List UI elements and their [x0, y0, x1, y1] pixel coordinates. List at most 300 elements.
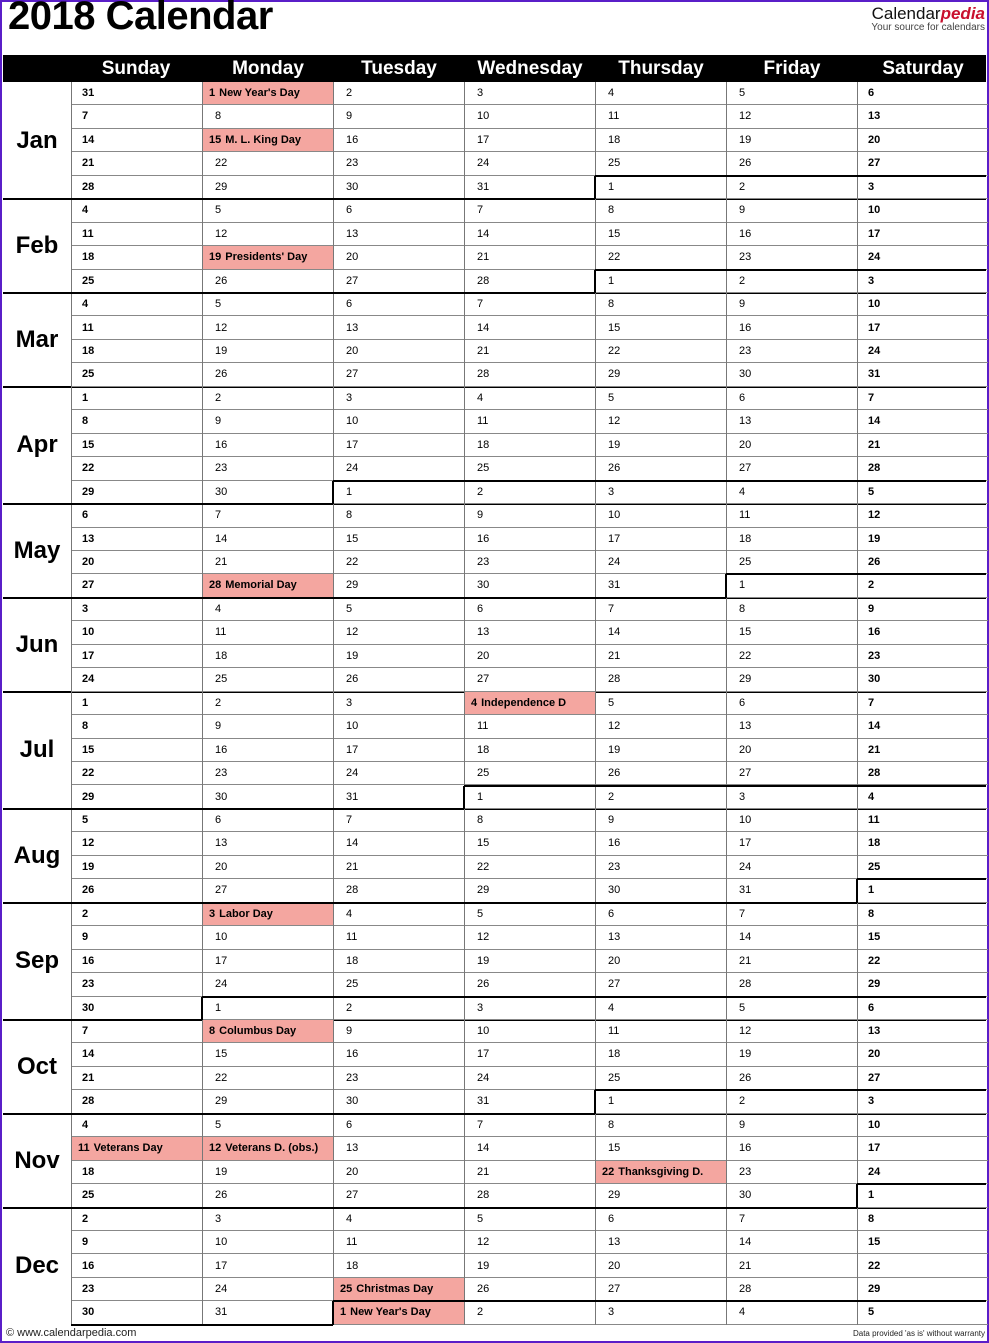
day-cell[interactable]	[465, 1137, 595, 1160]
day-cell[interactable]	[334, 950, 464, 973]
day-cell[interactable]	[334, 715, 464, 738]
day-cell[interactable]	[203, 903, 333, 926]
day-cell[interactable]	[727, 926, 857, 949]
day-cell[interactable]	[72, 762, 202, 785]
day-cell[interactable]	[727, 152, 857, 175]
day-cell[interactable]	[465, 1090, 595, 1113]
day-cell[interactable]	[72, 293, 202, 316]
day-cell[interactable]	[465, 551, 595, 574]
day-cell[interactable]	[858, 223, 988, 246]
day-cell[interactable]	[203, 270, 333, 293]
day-cell[interactable]	[596, 504, 726, 527]
day-cell[interactable]	[465, 1043, 595, 1066]
day-cell[interactable]	[465, 246, 595, 269]
day-cell[interactable]	[727, 832, 857, 855]
day-cell[interactable]	[334, 997, 464, 1020]
day-cell[interactable]	[858, 879, 988, 902]
day-cell[interactable]	[727, 950, 857, 973]
day-cell[interactable]	[203, 1278, 333, 1301]
day-cell[interactable]	[858, 1114, 988, 1137]
day-cell[interactable]	[465, 176, 595, 199]
day-cell[interactable]	[858, 809, 988, 832]
day-cell[interactable]	[858, 1067, 988, 1090]
day-cell[interactable]	[727, 1278, 857, 1301]
day-cell[interactable]	[596, 762, 726, 785]
day-cell[interactable]	[465, 434, 595, 457]
day-cell[interactable]	[858, 152, 988, 175]
day-cell[interactable]	[465, 950, 595, 973]
day-cell[interactable]	[334, 223, 464, 246]
day-cell[interactable]	[596, 410, 726, 433]
day-cell[interactable]	[727, 223, 857, 246]
day-cell[interactable]	[858, 621, 988, 644]
day-cell[interactable]	[727, 1114, 857, 1137]
day-cell[interactable]	[727, 1043, 857, 1066]
day-cell[interactable]	[596, 152, 726, 175]
day-cell[interactable]	[72, 621, 202, 644]
day-cell[interactable]	[465, 645, 595, 668]
day-cell[interactable]	[72, 786, 202, 809]
day-cell[interactable]	[465, 457, 595, 480]
day-cell[interactable]	[858, 1043, 988, 1066]
day-cell[interactable]	[203, 105, 333, 128]
day-cell[interactable]	[858, 903, 988, 926]
day-cell[interactable]	[72, 879, 202, 902]
day-cell[interactable]	[203, 832, 333, 855]
day-cell[interactable]	[727, 129, 857, 152]
day-cell[interactable]	[334, 504, 464, 527]
day-cell[interactable]	[465, 1231, 595, 1254]
day-cell[interactable]	[72, 1184, 202, 1207]
day-cell[interactable]	[858, 973, 988, 996]
day-cell[interactable]	[596, 809, 726, 832]
day-cell[interactable]	[858, 1184, 988, 1207]
day-cell[interactable]	[72, 715, 202, 738]
day-cell[interactable]	[858, 82, 988, 105]
day-cell[interactable]	[727, 1184, 857, 1207]
day-cell[interactable]	[465, 1255, 595, 1278]
day-cell[interactable]	[334, 176, 464, 199]
day-cell[interactable]	[72, 1301, 202, 1324]
day-cell[interactable]	[465, 1114, 595, 1137]
day-cell[interactable]	[334, 82, 464, 105]
day-cell[interactable]	[465, 715, 595, 738]
day-cell[interactable]	[858, 129, 988, 152]
day-cell[interactable]	[72, 668, 202, 691]
day-cell[interactable]	[858, 1301, 988, 1324]
day-cell[interactable]	[596, 950, 726, 973]
day-cell[interactable]	[72, 832, 202, 855]
day-cell[interactable]	[858, 317, 988, 340]
day-cell[interactable]	[727, 786, 857, 809]
day-cell[interactable]	[72, 1067, 202, 1090]
day-cell[interactable]	[596, 856, 726, 879]
day-cell[interactable]	[334, 457, 464, 480]
day-cell[interactable]	[596, 645, 726, 668]
day-cell[interactable]	[596, 903, 726, 926]
day-cell[interactable]	[72, 410, 202, 433]
day-cell[interactable]	[465, 481, 595, 504]
day-cell[interactable]	[858, 1137, 988, 1160]
day-cell[interactable]	[334, 598, 464, 621]
day-cell[interactable]	[465, 598, 595, 621]
day-cell[interactable]	[596, 387, 726, 410]
day-cell[interactable]	[858, 832, 988, 855]
day-cell[interactable]	[334, 645, 464, 668]
day-cell[interactable]	[203, 762, 333, 785]
day-cell[interactable]	[334, 1278, 464, 1301]
day-cell[interactable]	[203, 293, 333, 316]
day-cell[interactable]	[334, 363, 464, 386]
day-cell[interactable]	[72, 1137, 202, 1160]
day-cell[interactable]	[72, 434, 202, 457]
day-cell[interactable]	[858, 246, 988, 269]
day-cell[interactable]	[465, 809, 595, 832]
day-cell[interactable]	[334, 1067, 464, 1090]
day-cell[interactable]	[72, 1208, 202, 1231]
day-cell[interactable]	[596, 246, 726, 269]
day-cell[interactable]	[465, 574, 595, 597]
day-cell[interactable]	[596, 715, 726, 738]
day-cell[interactable]	[72, 997, 202, 1020]
day-cell[interactable]	[72, 903, 202, 926]
day-cell[interactable]	[727, 598, 857, 621]
day-cell[interactable]	[596, 82, 726, 105]
day-cell[interactable]	[72, 340, 202, 363]
day-cell[interactable]	[727, 879, 857, 902]
day-cell[interactable]	[465, 152, 595, 175]
day-cell[interactable]	[858, 598, 988, 621]
day-cell[interactable]	[596, 1184, 726, 1207]
day-cell[interactable]	[72, 1231, 202, 1254]
day-cell[interactable]	[203, 692, 333, 715]
day-cell[interactable]	[465, 973, 595, 996]
day-cell[interactable]	[727, 317, 857, 340]
day-cell[interactable]	[596, 270, 726, 293]
day-cell[interactable]	[203, 129, 333, 152]
day-cell[interactable]	[465, 410, 595, 433]
day-cell[interactable]	[72, 950, 202, 973]
day-cell[interactable]	[334, 739, 464, 762]
day-cell[interactable]	[203, 1137, 333, 1160]
day-cell[interactable]	[334, 105, 464, 128]
day-cell[interactable]	[72, 856, 202, 879]
day-cell[interactable]	[334, 1184, 464, 1207]
day-cell[interactable]	[727, 1301, 857, 1324]
day-cell[interactable]	[858, 950, 988, 973]
day-cell[interactable]	[465, 82, 595, 105]
day-cell[interactable]	[465, 1278, 595, 1301]
day-cell[interactable]	[858, 762, 988, 785]
day-cell[interactable]	[858, 574, 988, 597]
day-cell[interactable]	[334, 152, 464, 175]
day-cell[interactable]	[596, 317, 726, 340]
day-cell[interactable]	[334, 973, 464, 996]
day-cell[interactable]	[465, 903, 595, 926]
day-cell[interactable]	[596, 926, 726, 949]
day-cell[interactable]	[72, 504, 202, 527]
day-cell[interactable]	[858, 856, 988, 879]
day-cell[interactable]	[596, 621, 726, 644]
day-cell[interactable]	[465, 363, 595, 386]
day-cell[interactable]	[858, 434, 988, 457]
day-cell[interactable]	[334, 270, 464, 293]
day-cell[interactable]	[858, 786, 988, 809]
day-cell[interactable]	[203, 598, 333, 621]
day-cell[interactable]	[203, 363, 333, 386]
day-cell[interactable]	[858, 645, 988, 668]
day-cell[interactable]	[72, 1255, 202, 1278]
day-cell[interactable]	[596, 1208, 726, 1231]
day-cell[interactable]	[203, 739, 333, 762]
day-cell[interactable]	[465, 832, 595, 855]
day-cell[interactable]	[203, 246, 333, 269]
day-cell[interactable]	[727, 1255, 857, 1278]
day-cell[interactable]	[858, 340, 988, 363]
day-cell[interactable]	[596, 598, 726, 621]
day-cell[interactable]	[334, 551, 464, 574]
day-cell[interactable]	[334, 786, 464, 809]
day-cell[interactable]	[465, 762, 595, 785]
day-cell[interactable]	[203, 152, 333, 175]
day-cell[interactable]	[72, 739, 202, 762]
day-cell[interactable]	[858, 1278, 988, 1301]
day-cell[interactable]	[72, 387, 202, 410]
day-cell[interactable]	[727, 481, 857, 504]
day-cell[interactable]	[334, 621, 464, 644]
day-cell[interactable]	[203, 1255, 333, 1278]
day-cell[interactable]	[203, 1208, 333, 1231]
day-cell[interactable]	[596, 1114, 726, 1137]
day-cell[interactable]	[203, 621, 333, 644]
day-cell[interactable]	[465, 293, 595, 316]
day-cell[interactable]	[727, 528, 857, 551]
day-cell[interactable]	[203, 457, 333, 480]
day-cell[interactable]	[727, 997, 857, 1020]
day-cell[interactable]	[465, 1184, 595, 1207]
day-cell[interactable]	[72, 82, 202, 105]
day-cell[interactable]	[858, 293, 988, 316]
day-cell[interactable]	[858, 528, 988, 551]
day-cell[interactable]	[858, 387, 988, 410]
day-cell[interactable]	[203, 973, 333, 996]
day-cell[interactable]	[334, 1301, 464, 1324]
day-cell[interactable]	[596, 1020, 726, 1043]
day-cell[interactable]	[727, 1067, 857, 1090]
day-cell[interactable]	[727, 903, 857, 926]
day-cell[interactable]	[334, 434, 464, 457]
day-cell[interactable]	[596, 832, 726, 855]
day-cell[interactable]	[727, 1137, 857, 1160]
day-cell[interactable]	[203, 574, 333, 597]
day-cell[interactable]	[465, 668, 595, 691]
day-cell[interactable]	[334, 1161, 464, 1184]
day-cell[interactable]	[465, 504, 595, 527]
day-cell[interactable]	[858, 668, 988, 691]
day-cell[interactable]	[596, 340, 726, 363]
day-cell[interactable]	[203, 715, 333, 738]
day-cell[interactable]	[465, 856, 595, 879]
day-cell[interactable]	[334, 832, 464, 855]
day-cell[interactable]	[596, 1043, 726, 1066]
day-cell[interactable]	[203, 809, 333, 832]
day-cell[interactable]	[465, 1208, 595, 1231]
day-cell[interactable]	[596, 1278, 726, 1301]
day-cell[interactable]	[727, 973, 857, 996]
day-cell[interactable]	[596, 574, 726, 597]
day-cell[interactable]	[727, 363, 857, 386]
day-cell[interactable]	[334, 129, 464, 152]
day-cell[interactable]	[203, 1184, 333, 1207]
day-cell[interactable]	[858, 363, 988, 386]
day-cell[interactable]	[334, 926, 464, 949]
day-cell[interactable]	[858, 410, 988, 433]
day-cell[interactable]	[203, 1301, 333, 1324]
day-cell[interactable]	[334, 481, 464, 504]
day-cell[interactable]	[72, 457, 202, 480]
day-cell[interactable]	[727, 739, 857, 762]
day-cell[interactable]	[72, 199, 202, 222]
day-cell[interactable]	[334, 1231, 464, 1254]
day-cell[interactable]	[727, 1208, 857, 1231]
day-cell[interactable]	[334, 387, 464, 410]
day-cell[interactable]	[465, 199, 595, 222]
day-cell[interactable]	[203, 387, 333, 410]
day-cell[interactable]	[203, 82, 333, 105]
day-cell[interactable]	[727, 82, 857, 105]
day-cell[interactable]	[203, 340, 333, 363]
day-cell[interactable]	[203, 786, 333, 809]
day-cell[interactable]	[596, 1161, 726, 1184]
day-cell[interactable]	[465, 1161, 595, 1184]
brand-logo[interactable]	[871, 4, 985, 33]
day-cell[interactable]	[72, 598, 202, 621]
day-cell[interactable]	[72, 692, 202, 715]
day-cell[interactable]	[596, 551, 726, 574]
day-cell[interactable]	[596, 1067, 726, 1090]
day-cell[interactable]	[727, 387, 857, 410]
day-cell[interactable]	[465, 223, 595, 246]
day-cell[interactable]	[203, 199, 333, 222]
day-cell[interactable]	[203, 997, 333, 1020]
day-cell[interactable]	[72, 317, 202, 340]
day-cell[interactable]	[596, 293, 726, 316]
day-cell[interactable]	[465, 528, 595, 551]
day-cell[interactable]	[334, 574, 464, 597]
day-cell[interactable]	[72, 1114, 202, 1137]
day-cell[interactable]	[203, 1161, 333, 1184]
day-cell[interactable]	[858, 105, 988, 128]
day-cell[interactable]	[858, 199, 988, 222]
day-cell[interactable]	[596, 363, 726, 386]
day-cell[interactable]	[203, 528, 333, 551]
day-cell[interactable]	[727, 410, 857, 433]
day-cell[interactable]	[858, 1255, 988, 1278]
day-cell[interactable]	[596, 481, 726, 504]
day-cell[interactable]	[727, 199, 857, 222]
day-cell[interactable]	[727, 1090, 857, 1113]
day-cell[interactable]	[334, 668, 464, 691]
day-cell[interactable]	[72, 809, 202, 832]
day-cell[interactable]	[203, 434, 333, 457]
day-cell[interactable]	[334, 856, 464, 879]
day-cell[interactable]	[72, 645, 202, 668]
day-cell[interactable]	[334, 879, 464, 902]
day-cell[interactable]	[465, 692, 595, 715]
day-cell[interactable]	[858, 270, 988, 293]
day-cell[interactable]	[334, 1208, 464, 1231]
day-cell[interactable]	[596, 176, 726, 199]
day-cell[interactable]	[596, 457, 726, 480]
day-cell[interactable]	[858, 457, 988, 480]
day-cell[interactable]	[727, 293, 857, 316]
day-cell[interactable]	[596, 1137, 726, 1160]
day-cell[interactable]	[596, 997, 726, 1020]
day-cell[interactable]	[465, 997, 595, 1020]
day-cell[interactable]	[858, 551, 988, 574]
day-cell[interactable]	[334, 410, 464, 433]
day-cell[interactable]	[72, 528, 202, 551]
day-cell[interactable]	[727, 668, 857, 691]
day-cell[interactable]	[465, 926, 595, 949]
day-cell[interactable]	[72, 246, 202, 269]
day-cell[interactable]	[858, 997, 988, 1020]
day-cell[interactable]	[334, 528, 464, 551]
day-cell[interactable]	[203, 504, 333, 527]
day-cell[interactable]	[858, 1161, 988, 1184]
day-cell[interactable]	[465, 786, 595, 809]
day-cell[interactable]	[72, 481, 202, 504]
day-cell[interactable]	[858, 504, 988, 527]
day-cell[interactable]	[72, 1278, 202, 1301]
day-cell[interactable]	[72, 926, 202, 949]
day-cell[interactable]	[858, 1090, 988, 1113]
day-cell[interactable]	[72, 105, 202, 128]
day-cell[interactable]	[858, 715, 988, 738]
day-cell[interactable]	[203, 223, 333, 246]
day-cell[interactable]	[334, 1255, 464, 1278]
day-cell[interactable]	[596, 1301, 726, 1324]
day-cell[interactable]	[727, 645, 857, 668]
day-cell[interactable]	[465, 621, 595, 644]
day-cell[interactable]	[72, 270, 202, 293]
day-cell[interactable]	[72, 1043, 202, 1066]
day-cell[interactable]	[334, 1137, 464, 1160]
day-cell[interactable]	[858, 1231, 988, 1254]
day-cell[interactable]	[72, 363, 202, 386]
day-cell[interactable]	[72, 223, 202, 246]
day-cell[interactable]	[727, 270, 857, 293]
day-cell[interactable]	[596, 223, 726, 246]
day-cell[interactable]	[727, 715, 857, 738]
day-cell[interactable]	[203, 1067, 333, 1090]
day-cell[interactable]	[596, 199, 726, 222]
day-cell[interactable]	[334, 1090, 464, 1113]
day-cell[interactable]	[334, 340, 464, 363]
day-cell[interactable]	[203, 926, 333, 949]
day-cell[interactable]	[596, 105, 726, 128]
day-cell[interactable]	[72, 1161, 202, 1184]
day-cell[interactable]	[203, 551, 333, 574]
day-cell[interactable]	[465, 1020, 595, 1043]
day-cell[interactable]	[727, 621, 857, 644]
day-cell[interactable]	[72, 176, 202, 199]
day-cell[interactable]	[203, 856, 333, 879]
day-cell[interactable]	[727, 504, 857, 527]
day-cell[interactable]	[465, 879, 595, 902]
day-cell[interactable]	[596, 434, 726, 457]
day-cell[interactable]	[858, 926, 988, 949]
